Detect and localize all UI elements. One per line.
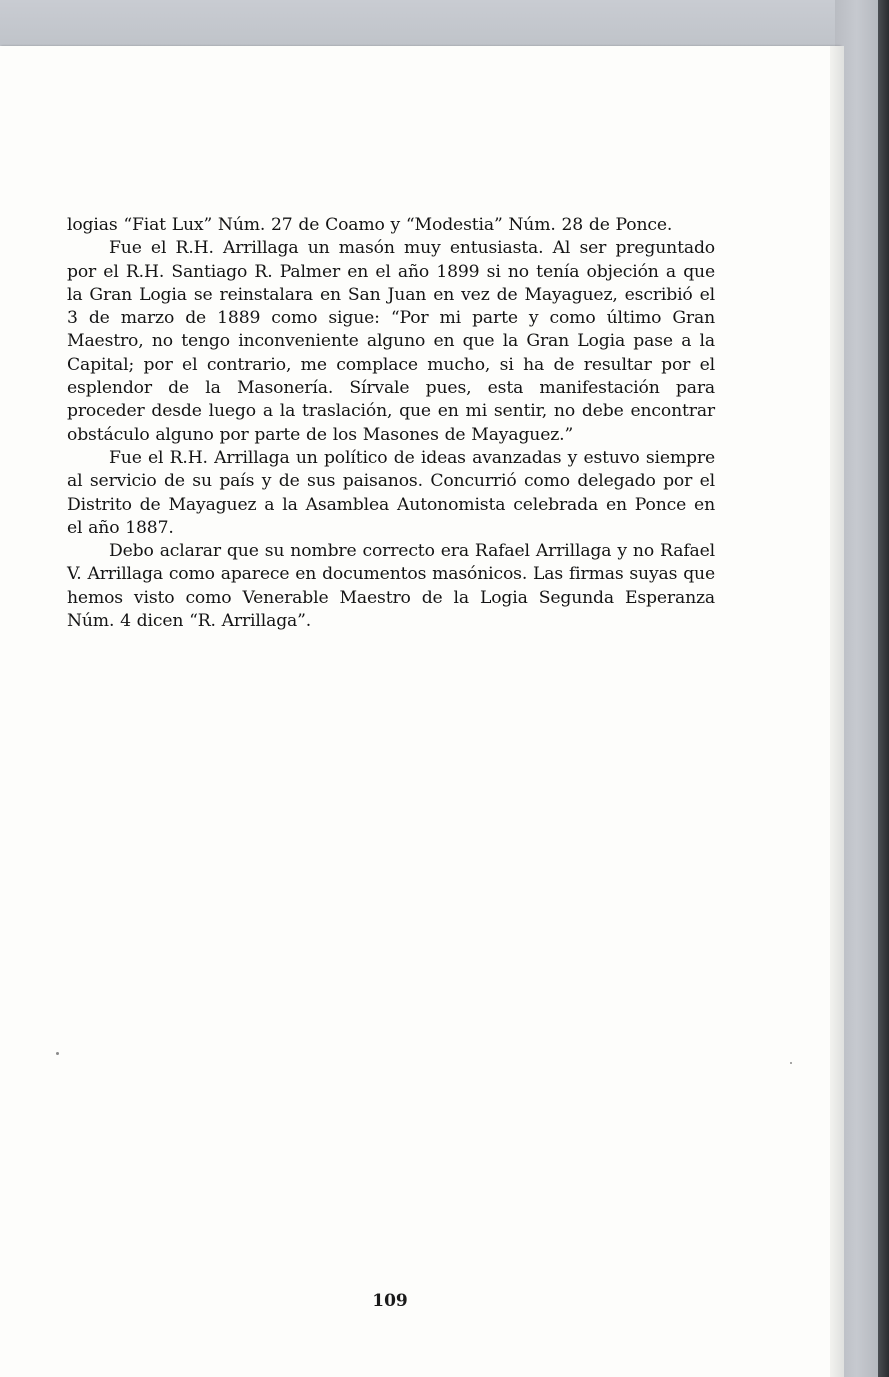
paragraph-1: logias “Fiat Lux” Núm. 27 de Coamo y “Modestia” Núm. 28 de Ponce. [67,215,673,235]
paragraph-3: Fue el R.H. Arrillaga un político de ideas avanzadas y estuvo siempre al servicio de su país y de sus paisanos. Concurrió como delegado por el Distrito de Mayaguez a la Asamblea Autonomista celebrada en Ponce en el año 1887. [67,447,715,538]
body-text [67,214,715,633]
scan-speck [790,1062,792,1064]
paragraph-2: Fue el R.H. Arrillaga un masón muy entusiasta. Al ser preguntado por el R.H. Santiago R. Palmer en el año 1899 si no tenía objeción a que la Gran Logia se reinstalara en San Juan en vez de Mayaguez, escribió el 3 de marzo de 1889 como sigue: “Por mi parte y como último Gran Maestro, no tengo inconveniente alguno en que la Gran Logia pase a la Capital; por el contrario, me complace mucho, si ha de resultar por el esplendor de la Masonería. Sírvale pues, esta manifestación para proceder desde luego a la traslación, que en mi sentir, no debe encontrar obstáculo alguno por parte de los Masones de Mayaguez.” [67,238,715,445]
scan-speck [56,1052,59,1055]
scan-background-top [0,0,889,48]
page-number: 109 [372,1291,408,1311]
scan-edge [878,0,889,1377]
book-page [0,46,840,1377]
paragraph-4: Debo aclarar que su nombre correcto era Rafael Arrillaga y no Rafael V. Arrillaga como aparece en documentos masónicos. Las firmas suyas que hemos visto como Venerable Maestro de la Logia Segunda Esperanza Núm. 4 dicen “R. Arrillaga”. [67,541,715,632]
page-fold-shadow [830,46,844,1377]
